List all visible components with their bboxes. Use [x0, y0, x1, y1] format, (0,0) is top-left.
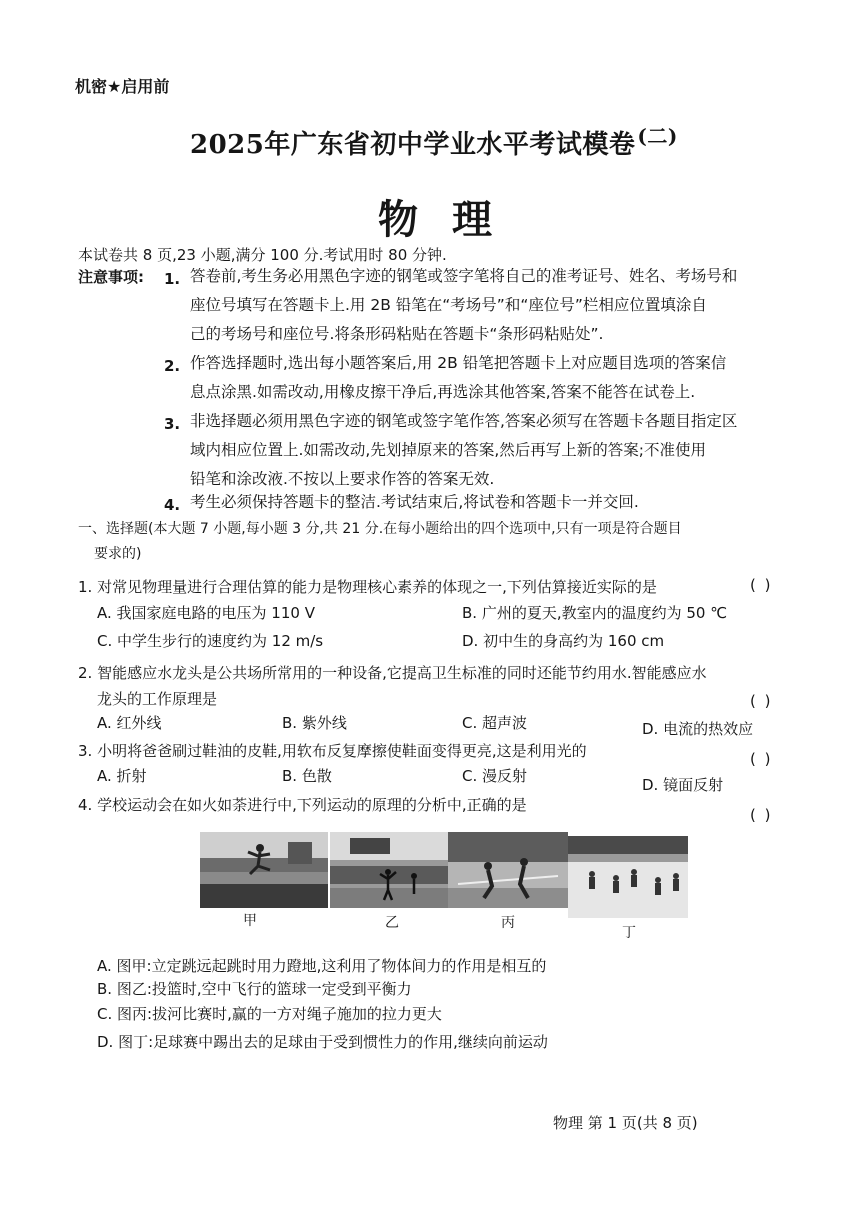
confidential-label: 机密★启用前 — [75, 77, 170, 96]
section-heading — [78, 517, 682, 567]
option-b: B. 色散 — [282, 767, 332, 785]
question-stem: 2. 智能感应水龙头是公共场所常用的一种设备,它提高卫生标准的同时还能节约用水.智能感应水 — [78, 664, 707, 682]
option-c: C. 中学生步行的速度约为 12 m/s — [97, 632, 324, 650]
photo-caption: 乙 — [385, 915, 399, 931]
note-line: 铅笔和涂改液.不按以上要求作答的答案无效. — [190, 470, 495, 488]
exam-title-text: 2025年广东省初中学业水平考试模卷 — [190, 130, 636, 160]
photo-caption: 甲 — [243, 913, 257, 929]
question-stem: 3. 小明将爸爸刷过鞋油的皮鞋,用软布反复摩擦使鞋面变得更亮,这是利用光的 — [78, 742, 587, 760]
note-number: 2. — [164, 357, 181, 375]
option-c: C. 漫反射 — [462, 767, 528, 785]
photo-caption: 丁 — [622, 925, 636, 941]
answer-bracket: ( ) — [750, 806, 773, 824]
photo-basketball — [330, 832, 448, 908]
question-stem: 1. 对常见物理量进行合理估算的能力是物理核心素养的体现之一,下列估算接近实际的是 — [78, 578, 657, 596]
note-item — [190, 262, 737, 349]
exam-title-suffix: (二) — [637, 124, 678, 148]
option-d: D. 初中生的身高约为 160 cm — [462, 632, 665, 650]
option-d: D. 镜面反射 — [642, 776, 724, 794]
note-line: 域内相应位置上.如需改动,先划掉原来的答案,然后再写上新的答案;不准使用 — [190, 441, 707, 459]
photo-long-jump — [200, 832, 328, 908]
note-item — [190, 349, 726, 407]
answer-bracket: ( ) — [750, 692, 773, 710]
note-line: 己的考场号和座位号.将条形码粘贴在答题卡“条形码粘贴处”. — [190, 325, 604, 343]
note-number: 4. — [164, 496, 181, 514]
note-line: 非选择题必须用黑色字迹的钢笔或签字笔作答,答案必须写在答题卡各题目指定区 — [190, 412, 738, 430]
note-item — [190, 407, 737, 494]
option-c: C. 图丙:拔河比赛时,赢的一方对绳子施加的拉力更大 — [97, 1005, 442, 1023]
note-line: 息点涂黑.如需改动,用橡皮擦干净后,再选涂其他答案,答案不能答在试卷上. — [190, 383, 696, 401]
note-number: 3. — [164, 415, 181, 433]
exam-intro: 本试卷共 8 页,23 小题,满分 100 分.考试用时 80 分钟. — [78, 246, 447, 264]
note-line: 作答选择题时,选出每小题答案后,用 2B 铅笔把答题卡上对应题目选项的答案信 — [190, 354, 727, 372]
note-line: 考生必须保持答题卡的整洁.考试结束后,将试卷和答题卡一并交回. — [190, 493, 639, 511]
option-a: A. 图甲:立定跳远起跳时用力蹬地,这利用了物体间力的作用是相互的 — [97, 957, 547, 975]
option-b: B. 广州的夏天,教室内的温度约为 50 ℃ — [462, 604, 728, 622]
note-line: 座位号填写在答题卡上.用 2B 铅笔在“考场号”和“座位号”栏相应位置填涂自 — [190, 296, 707, 314]
photo-soccer — [568, 836, 688, 918]
section-heading-line: 要求的) — [94, 546, 142, 562]
option-a: A. 我国家庭电路的电压为 110 V — [97, 604, 315, 622]
answer-bracket: ( ) — [750, 576, 773, 594]
option-b: B. 图乙:投篮时,空中飞行的篮球一定受到平衡力 — [97, 980, 412, 998]
photo-caption: 丙 — [501, 915, 515, 931]
note-item — [190, 488, 639, 517]
question-stem-continued: 龙头的工作原理是 — [97, 690, 218, 708]
section-heading-line: 一、选择题(本大题 7 小题,每小题 3 分,共 21 分.在每小题给出的四个选项中,只有一项是符合题目 — [78, 521, 682, 537]
subject-title: 物理 — [378, 196, 526, 243]
option-d: D. 图丁:足球赛中踢出去的足球由于受到惯性力的作用,继续向前运动 — [97, 1033, 548, 1051]
answer-bracket: ( ) — [750, 750, 773, 768]
question-stem: 4. 学校运动会在如火如荼进行中,下列运动的原理的分析中,正确的是 — [78, 796, 527, 814]
note-line: 答卷前,考生务必用黑色字迹的钢笔或签字笔将自己的准考证号、姓名、考场号和 — [190, 267, 738, 285]
option-a: A. 红外线 — [97, 714, 162, 732]
photo-tug-of-war — [448, 832, 568, 908]
option-d: D. 电流的热效应 — [642, 720, 754, 738]
note-number: 1. — [164, 270, 181, 288]
option-b: B. 紫外线 — [282, 714, 347, 732]
exam-title — [190, 124, 678, 161]
option-c: C. 超声波 — [462, 714, 528, 732]
notes-label: 注意事项: — [78, 268, 144, 286]
page-footer: 物理 第 1 页(共 8 页) — [553, 1114, 698, 1132]
option-a: A. 折射 — [97, 767, 147, 785]
